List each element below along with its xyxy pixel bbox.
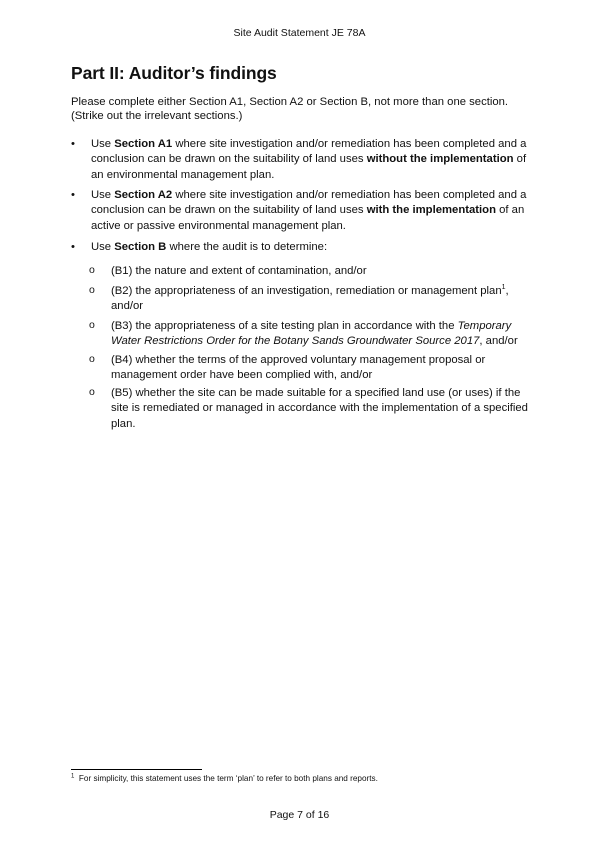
bullet-text: Use Section B where the audit is to determine: [91, 241, 328, 253]
sub-bullet-marker: o [89, 284, 95, 296]
footnote-reference: 1 [501, 284, 506, 292]
footnote-number: 1 [71, 773, 75, 780]
page-number: Page 7 of 16 [269, 809, 330, 821]
section-name: Section B [114, 241, 167, 253]
bullet-marker: • [71, 189, 75, 201]
bullet-text: Use Section A1 where site investigation and/or remediation has been completed and a conclusion can be drawn on the suitability of land uses without the implementation of an environmental management plan. [91, 138, 527, 181]
bullet-marker: • [71, 138, 75, 150]
bullet-marker: • [71, 241, 75, 253]
sub-bullet-marker: o [89, 353, 95, 365]
sub-item-text: (B3) the appropriateness of a site testing plan in accordance with the Temporary Water Restrictions Order for the Botany Sands Groundwater Source 2017, and/or [111, 320, 518, 348]
page-title: Part II: Auditor’s findings [71, 63, 277, 83]
sub-bullet-marker: o [89, 264, 95, 276]
emphasis: with the implementation [366, 204, 496, 217]
sub-item-text: (B4) whether the terms of the approved voluntary management proposal or management order have been complied with, and/or [111, 354, 486, 382]
sub-item-text: (B5) whether the site can be made suitable for a specified land use (or uses) if the site is remediated or managed in accordance with the implementation of a specified plan. [111, 387, 528, 430]
sub-item-text: (B1) the nature and extent of contamination, and/or [111, 265, 367, 277]
section-name: Section A2 [114, 189, 173, 201]
bullet-text: Use Section A2 where site investigation and/or remediation has been completed and a conclusion can be drawn on the suitability of land uses with the implementation of an active or passive environmental management plan. [91, 189, 527, 232]
bullet-section-a1 [71, 137, 533, 185]
footnote-separator [71, 769, 202, 770]
section-name: Section A1 [114, 138, 173, 150]
sub-bullet-marker: o [89, 386, 95, 398]
sub-item-text: (B2) the appropriateness of an investigation, remediation or management plan$^1$, and/or [111, 284, 509, 313]
sub-bullet-marker: o [89, 319, 95, 331]
intro-line-2: (Strike out the irrelevant sections.) [71, 109, 243, 122]
bullet-section-b [71, 240, 533, 256]
bullet-section-a2 [71, 188, 533, 236]
footnote-text: For simplicity, this statement uses the term ‘plan’ to refer to both plans and reports. [78, 774, 378, 783]
order-title: Temporary Water Restrictions Order for the Botany Sands Groundwater Source 2017 [111, 320, 512, 348]
intro-paragraph [71, 96, 536, 124]
intro-line-1: Please complete either Section A1, Section A2 or Section B, not more than one section. [71, 96, 509, 108]
emphasis: without the implementation [366, 153, 514, 166]
footnote [71, 774, 378, 783]
running-header: Site Audit Statement JE 78A [233, 27, 366, 39]
